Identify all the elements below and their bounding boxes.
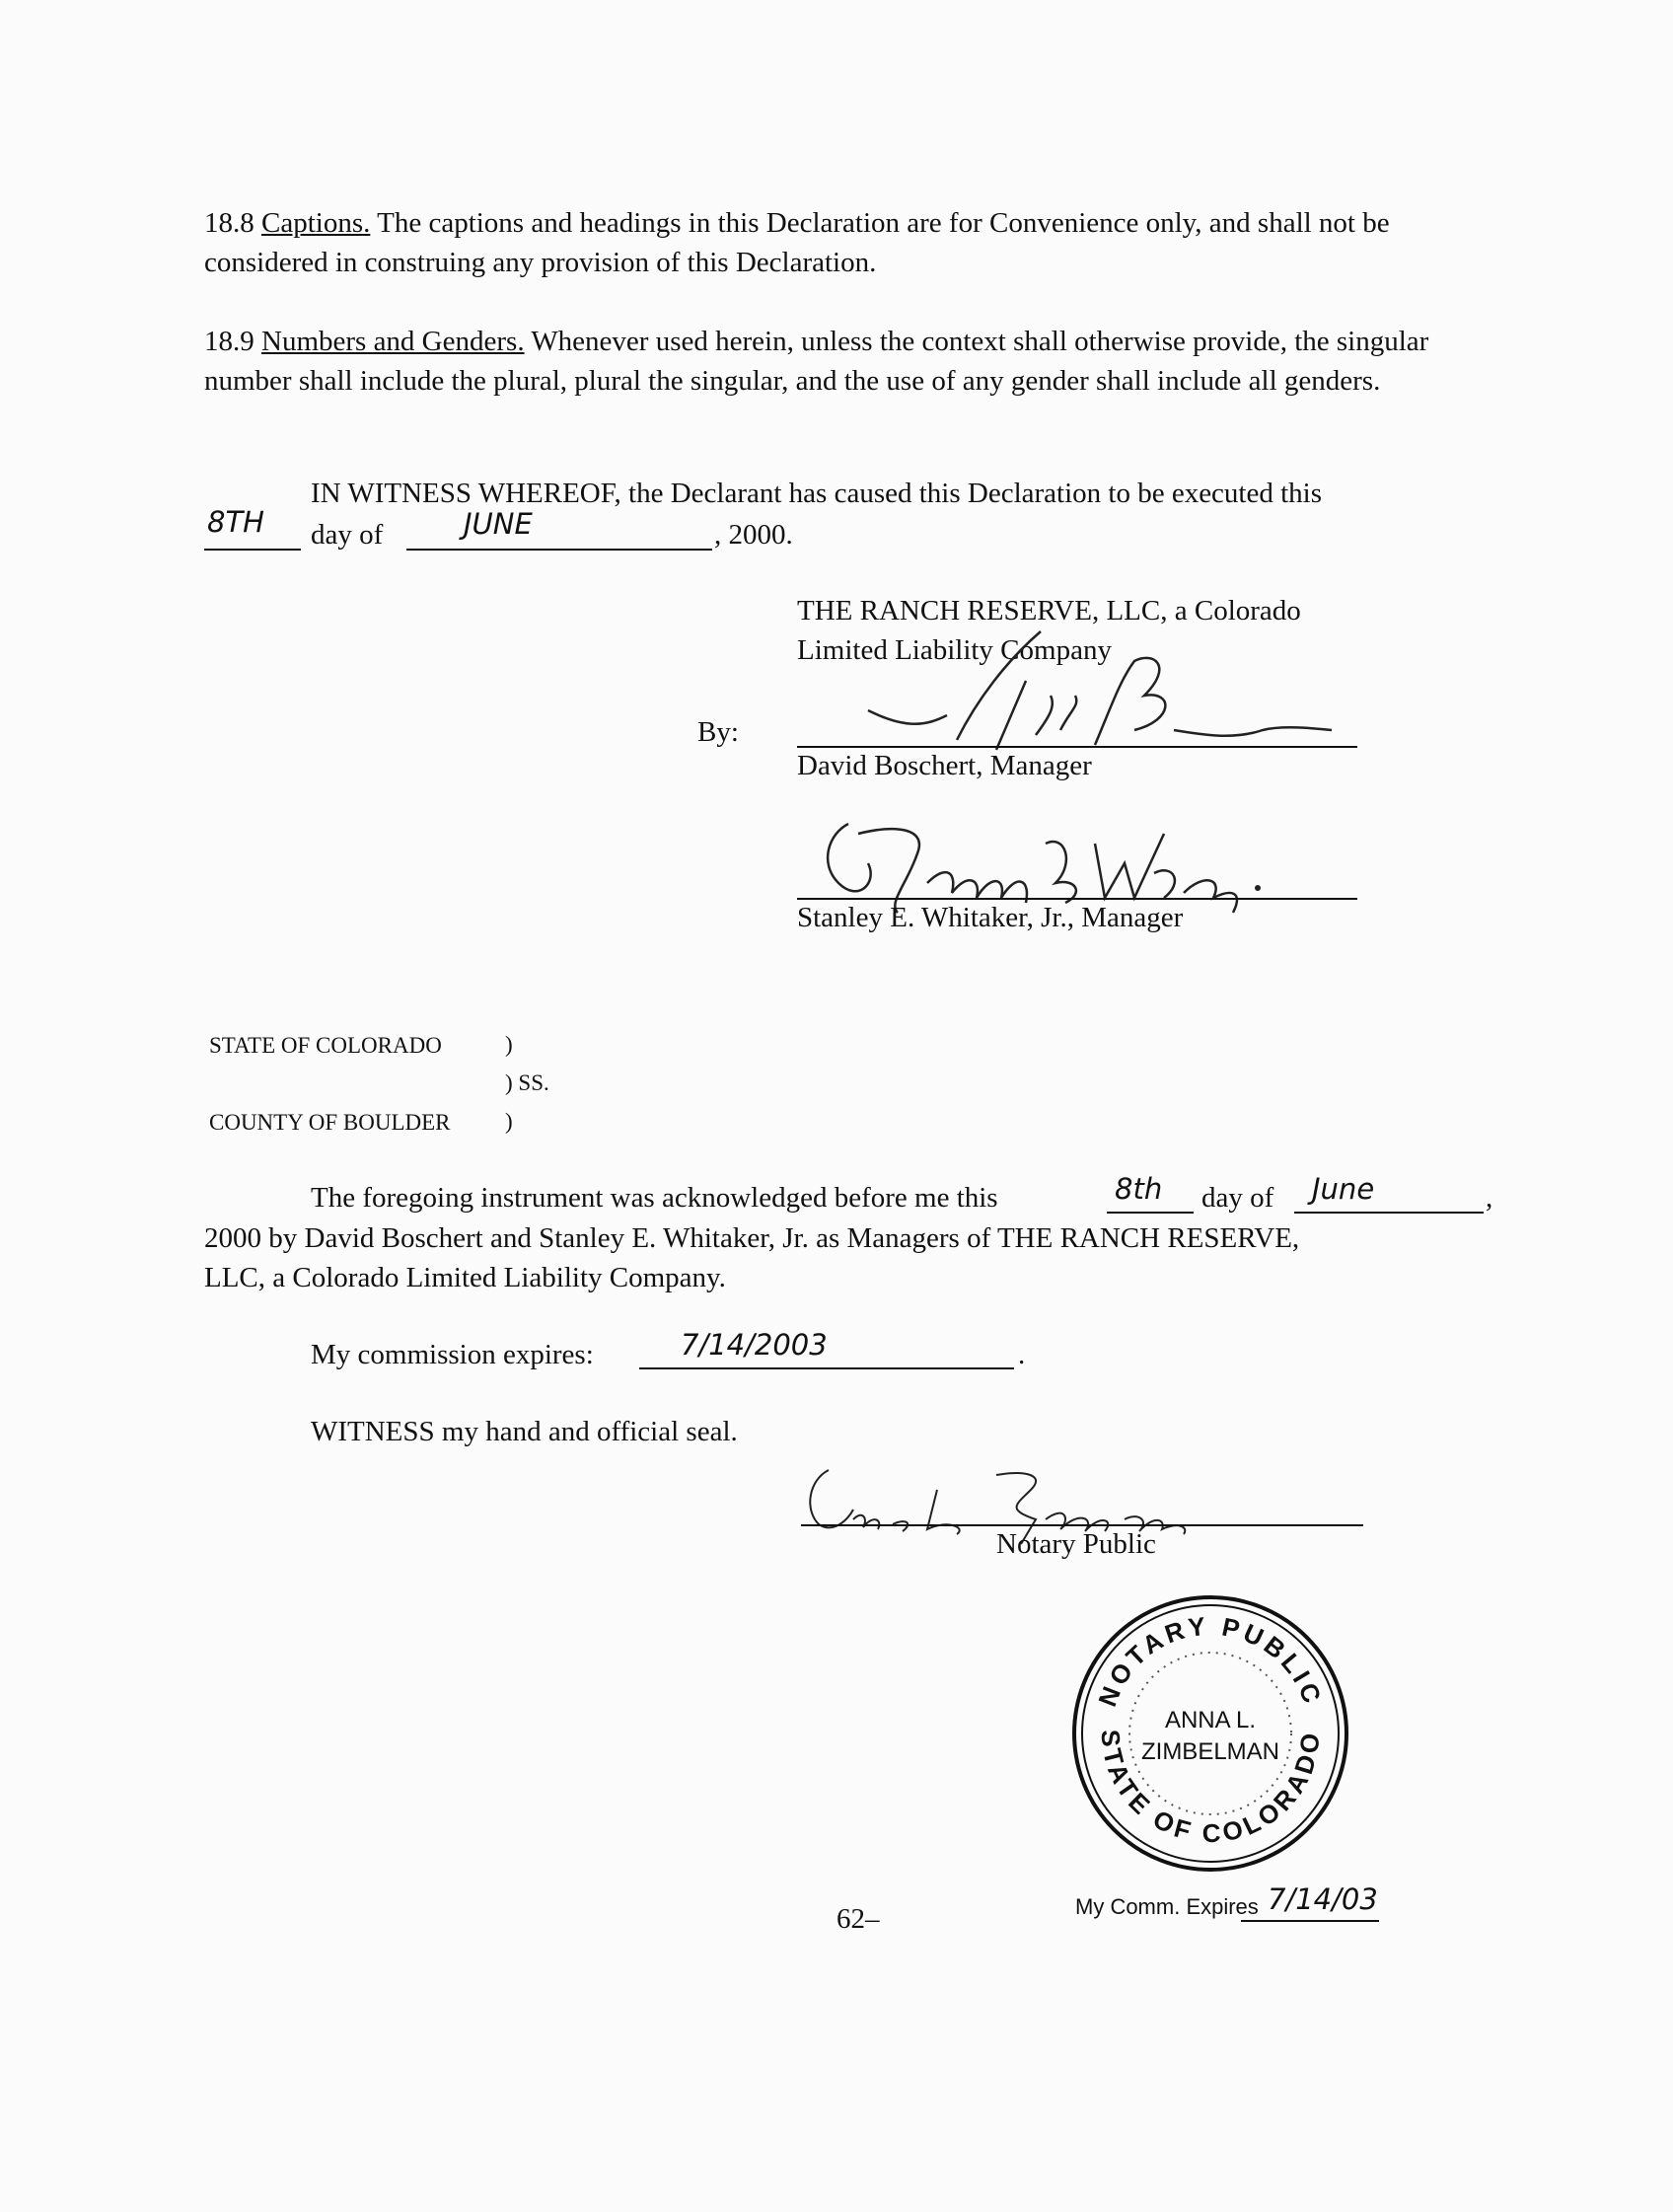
witness-day-handwritten: 8TH xyxy=(207,505,264,539)
venue-paren-2: ) xyxy=(505,1109,513,1134)
witness-day-of: day of xyxy=(311,519,384,551)
witness-day-blank xyxy=(204,549,301,551)
seal-expires-blank xyxy=(1241,1920,1379,1922)
seal-name-line-1: ANNA L. xyxy=(1164,1707,1257,1733)
ack-month-handwritten: June xyxy=(1312,1172,1375,1206)
company-name: THE RANCH RESERVE, LLC, a Colorado xyxy=(797,595,1301,627)
seal-name-line-2: ZIMBELMAN xyxy=(1140,1738,1279,1765)
ack-day-handwritten: 8th xyxy=(1115,1172,1163,1206)
section-18-8 xyxy=(204,203,1496,282)
venue-ss: ) SS. xyxy=(505,1070,549,1095)
svg-text:NOTARY PUBLIC xyxy=(1092,1611,1328,1711)
ack-line-3: LLC, a Colorado Limited Liability Company. xyxy=(204,1262,726,1293)
signer-1-name: David Boschert, Manager xyxy=(797,750,1092,781)
signature-line-2 xyxy=(797,898,1357,900)
commission-period: . xyxy=(1018,1339,1026,1370)
section-heading: Numbers and Genders. xyxy=(261,326,525,357)
ack-line-2: 2000 by David Boschert and Stanley E. Whitaker, Jr. as Managers of THE RANCH RESERVE, xyxy=(204,1222,1300,1254)
witness-line: IN WITNESS WHEREOF, the Declarant has caused this Declaration to be executed this xyxy=(311,478,1323,509)
section-18-9 xyxy=(204,322,1496,401)
witness-year: , 2000. xyxy=(714,519,793,551)
seal-expires-label: My Comm. Expires xyxy=(1075,1894,1259,1919)
ack-month-blank xyxy=(1294,1212,1484,1214)
commission-label: My commission expires: xyxy=(311,1339,594,1370)
ack-line-1: The foregoing instrument was acknowledged before me this xyxy=(311,1182,998,1214)
ack-day-blank xyxy=(1107,1212,1194,1214)
seal-top-text: NOTARY PUBLIC xyxy=(1092,1610,1329,1711)
witness-month-blank xyxy=(406,549,712,551)
venue-county: COUNTY OF BOULDER xyxy=(209,1110,451,1135)
witness-month-handwritten: JUNE xyxy=(464,507,533,541)
ack-day-of: day of xyxy=(1201,1182,1274,1214)
signer-2-name: Stanley E. Whitaker, Jr., Manager xyxy=(797,902,1184,933)
signature-boschert xyxy=(848,622,1361,760)
ack-comma: , xyxy=(1486,1182,1493,1214)
signature-line-1 xyxy=(797,746,1357,748)
venue-state: STATE OF COLORADO xyxy=(209,1033,442,1058)
section-heading: Captions. xyxy=(261,207,371,239)
commission-date-blank xyxy=(639,1367,1014,1369)
venue-paren-1: ) xyxy=(505,1032,513,1057)
commission-date-handwritten: 7/14/2003 xyxy=(681,1328,828,1362)
section-text: Whenever used herein, unless the context shall otherwise provide, the singular number shall include the plural, plural the singular, and the use of any gender shall include all genders. xyxy=(204,326,1429,397)
seal-bottom-text: STATE OF COLORADO xyxy=(1095,1728,1326,1849)
witness-hand-seal: WITNESS my hand and official seal. xyxy=(311,1416,738,1447)
section-number: 18.8 xyxy=(204,207,255,239)
section-number: 18.9 xyxy=(204,326,255,357)
page-number: 62– xyxy=(836,1903,880,1935)
notary-signature-line xyxy=(801,1524,1363,1526)
seal-expires-date: 7/14/03 xyxy=(1268,1882,1378,1916)
company-type: Limited Liability Company xyxy=(797,634,1112,666)
notary-seal-text xyxy=(1067,1590,1353,1877)
by-label: By: xyxy=(697,716,739,748)
section-text: The captions and headings in this Declaration are for Convenience only, and shall not be considered in construing any provision of this Declaration. xyxy=(204,207,1390,278)
notary-public-label: Notary Public xyxy=(996,1528,1156,1560)
